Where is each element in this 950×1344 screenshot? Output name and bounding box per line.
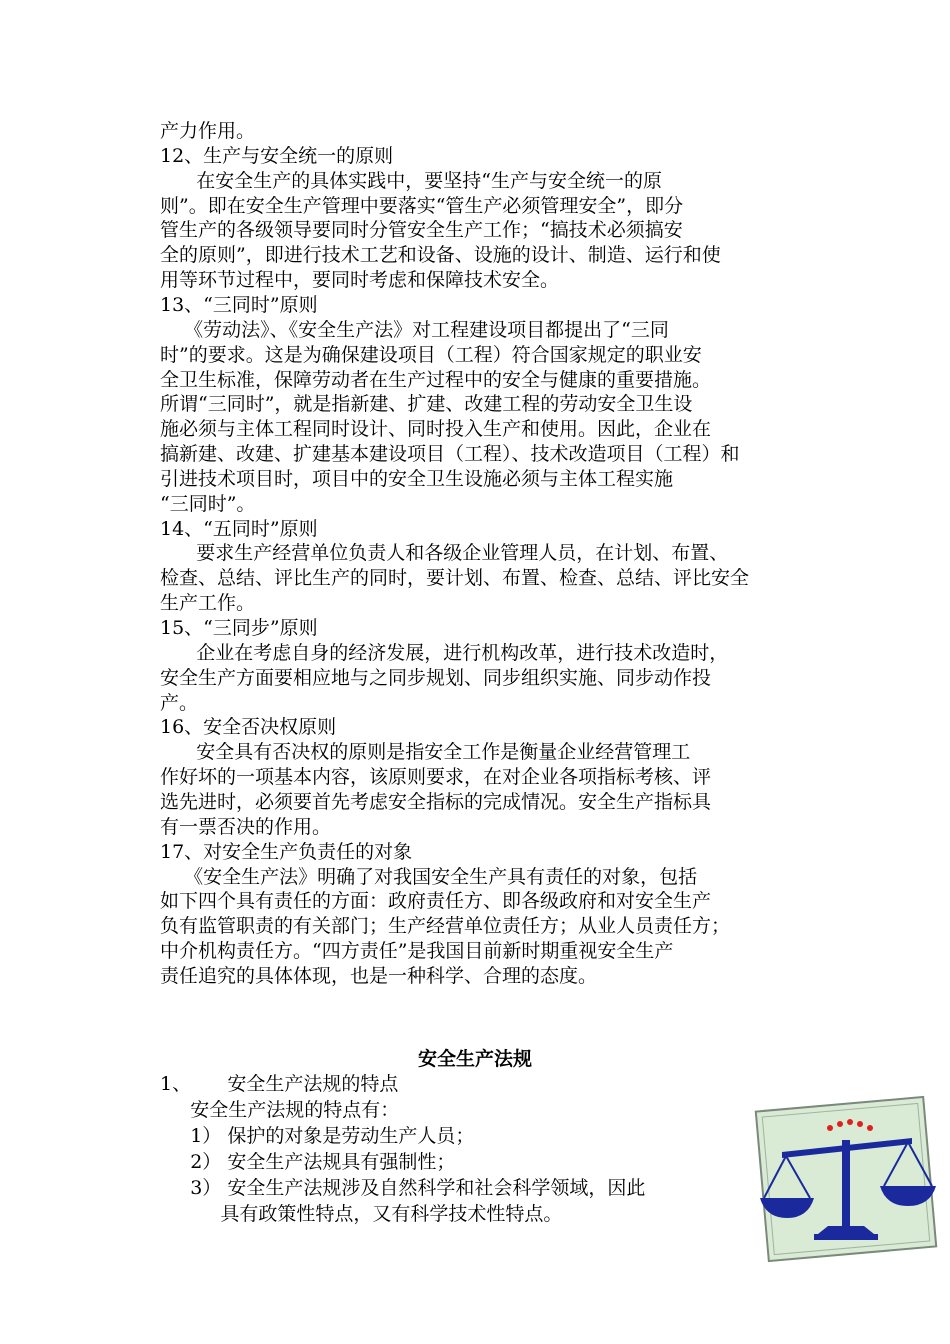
section-line: 具有政策性特点，又有科学技术性特点。: [160, 1203, 563, 1225]
text-line: 14、“五同时”原则: [160, 517, 318, 540]
text-line: 13、“三同时”原则: [160, 293, 318, 316]
text-line: 安全具有否决权的原则是指安全工作是衡量企业经营管理工: [160, 741, 691, 764]
text-line: 所谓“三同时”，就是指新建、扩建、改建工程的劳动安全卫生设: [160, 393, 693, 416]
scales-of-justice-icon: [752, 1094, 940, 1264]
text-line: 如下四个具有责任的方面：政府责任方、即各级政府和对安全生产: [160, 890, 712, 913]
text-line: 搞新建、改建、扩建基本建设项目（工程）、技术改造项目（工程）和: [160, 443, 740, 466]
text-line: 全的原则”，即进行技术工艺和设备、设施的设计、制造、运行和使: [160, 244, 721, 267]
text-line: 时”的要求。这是为确保建设项目（工程）符合国家规定的职业安: [160, 343, 702, 366]
text-line: 检查、总结、评比生产的同时，要计划、布置、检查、总结、评比安全: [160, 567, 750, 590]
text-line: 用等环节过程中，要同时考虑和保障技术安全。: [160, 269, 560, 292]
text-line: 作好坏的一项基本内容，该原则要求，在对企业各项指标考核、评: [160, 766, 712, 789]
text-line: 责任追究的具体体现，也是一种科学、合理的态度。: [160, 964, 598, 987]
text-line: 产。: [160, 691, 199, 714]
section-line: 2） 安全生产法规具有强制性；: [160, 1151, 456, 1173]
text-line: 生产工作。: [160, 592, 256, 615]
text-line: 17、对安全生产负责任的对象: [160, 840, 413, 863]
text-line: “三同时”。: [160, 492, 256, 515]
text-line: 15、“三同步”原则: [160, 617, 318, 639]
text-line: 企业在考虑自身的经济发展，进行机构改革，进行技术改造时，: [160, 641, 729, 664]
text-line: 安全生产方面要相应地与之同步规划、同步组织实施、同步动作投: [160, 666, 712, 689]
text-line: 在安全生产的具体实践中，要坚持“生产与安全统一的原: [160, 169, 662, 192]
text-line: 中介机构责任方。“四方责任”是我国目前新时期重视安全生产: [160, 940, 674, 963]
text-line: 负有监管职责的有关部门；生产经营单位责任方；从业人员责任方；: [160, 915, 731, 938]
text-line: 引进技术项目时，项目中的安全卫生设施必须与主体工程实施: [160, 467, 674, 490]
section-line: 安全生产法规的特点有：: [160, 1099, 400, 1121]
text-line: 有一票否决的作用。: [160, 815, 332, 838]
section-line: 3） 安全生产法规涉及自然科学和社会科学领域，因此: [160, 1177, 646, 1199]
section-title: 安全生产法规: [417, 1048, 532, 1070]
text-line: 选先进时，必须要首先考虑安全指标的完成情况。安全生产指标具: [160, 790, 712, 813]
text-line: 《劳动法》、《安全生产法》对工程建设项目都提出了“三同: [160, 318, 669, 341]
text-line: 产力作用。: [160, 120, 256, 142]
text-line: 则”。即在安全生产管理中要落实“管生产必须管理安全”，即分: [160, 194, 684, 217]
section-line: 1） 保护的对象是劳动生产人员；: [160, 1125, 475, 1147]
text-line: 《安全生产法》明确了对我国安全生产具有责任的对象，包括: [160, 865, 698, 888]
text-line: 16、安全否决权原则: [160, 716, 337, 739]
text-line: 管生产的各级领导要同时分管安全生产工作；“搞技术必须搞安: [160, 219, 683, 242]
text-line: 12、生产与安全统一的原则: [160, 144, 394, 167]
text-line: 施必须与主体工程同时设计、同时投入生产和使用。因此，企业在: [160, 418, 712, 441]
section-line: 1、 安全生产法规的特点: [160, 1073, 399, 1095]
text-line: 要求生产经营单位负责人和各级企业管理人员，在计划、布置、: [160, 542, 729, 565]
text-line: 全卫生标准，保障劳动者在生产过程中的安全与健康的重要措施。: [160, 368, 712, 391]
